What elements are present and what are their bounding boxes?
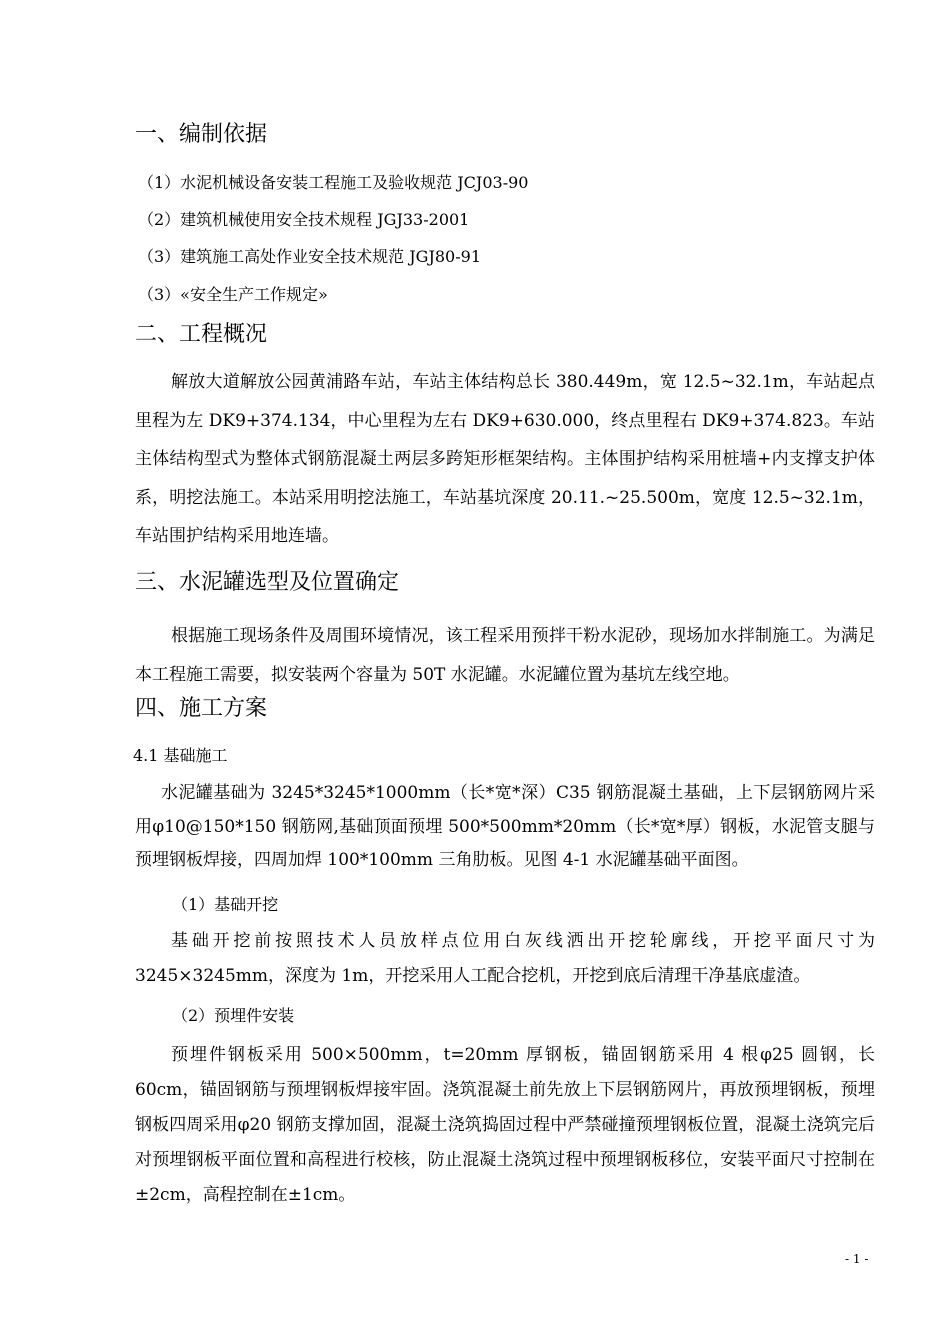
page-number: - 1 - bbox=[845, 1252, 869, 1266]
section-2-paragraph: 解放大道解放公园黄浦路车站，车站主体结构总长 380.449m，宽 12.5~32.1m，车站起点里程为左 DK9+374.134，中心里程为左右 DK9+630.000，终点里程右 DK9+374.823。车站主体结构型式为整体式钢筋混凝土两层多跨矩形框架结构。主体围护结构采用桩墙+内支撑支护体系，明挖法施工。本站采用明挖法施工，车站基坑深度 20.11.~25.500m，宽度 12.5~32.1m，车站围护结构采用地连墙。 bbox=[135, 372, 875, 546]
item-1-title: （1）基础开挖 bbox=[172, 895, 279, 914]
reference-item-2: （2）建筑机械使用安全技术规程 JGJ33-2001 bbox=[138, 210, 470, 229]
section-1-title: 一、编制依据 bbox=[135, 122, 268, 147]
section-4-title: 四、施工方案 bbox=[135, 696, 268, 721]
reference-item-3: （3）建筑施工高处作业安全技术规范 JGJ80-91 bbox=[138, 247, 482, 266]
subsection-4-1-paragraph: 水泥罐基础为 3245*3245*1000mm（长*宽*深）C35 钢筋混凝土基础，上下层钢筋网片采用φ10@150*150 钢筋网,基础顶面预埋 500*500mm*20mm（长*宽*厚）钢板，水泥管支腿与预埋钢板焊接，四周加焊 100*100mm 三角肋板。见图 4-1 水泥罐基础平面图。 bbox=[135, 783, 875, 870]
reference-item-1: （1）水泥机械设备安装工程施工及验收规范 JCJ03-90 bbox=[138, 173, 529, 192]
item-2-paragraph: 预埋件钢板采用 500×500mm，t=20mm 厚钢板，锚固钢筋采用 4 根φ25 圆钢，长 60cm，锚固钢筋与预埋钢板焊接牢固。浇筑混凝土前先放上下层钢筋网片，再放预埋钢板，预埋钢板四周采用φ20 钢筋支撑加固，混凝土浇筑捣固过程中严禁碰撞预埋钢板位置，混凝土浇筑完后对预埋钢板平面位置和高程进行校核，防止混凝土浇筑过程中预埋钢板移位，安装平面尺寸控制在±2cm，高程控制在±1cm。 bbox=[135, 1045, 875, 1205]
item-2-title: （2）预埋件安装 bbox=[172, 1006, 295, 1025]
reference-item-4: （3）«安全生产工作规定» bbox=[138, 285, 328, 304]
subsection-4-1-title: 4.1 基础施工 bbox=[133, 746, 228, 765]
item-1-paragraph: 基础开挖前按照技术人员放样点位用白灰线洒出开挖轮廓线，开挖平面尺寸为 3245×3245mm，深度为 1m，开挖采用人工配合挖机，开挖到底后清理干净基底虚渣。 bbox=[135, 931, 875, 986]
section-2-title: 二、工程概况 bbox=[135, 322, 268, 347]
section-3-title: 三、水泥罐选型及位置确定 bbox=[135, 570, 400, 595]
section-3-paragraph: 根据施工现场条件及周围环境情况，该工程采用预拌干粉水泥砂，现场加水拌制施工。为满足本工程施工需要，拟安装两个容量为 50T 水泥罐。水泥罐位置为基坑左线空地。 bbox=[135, 626, 875, 685]
